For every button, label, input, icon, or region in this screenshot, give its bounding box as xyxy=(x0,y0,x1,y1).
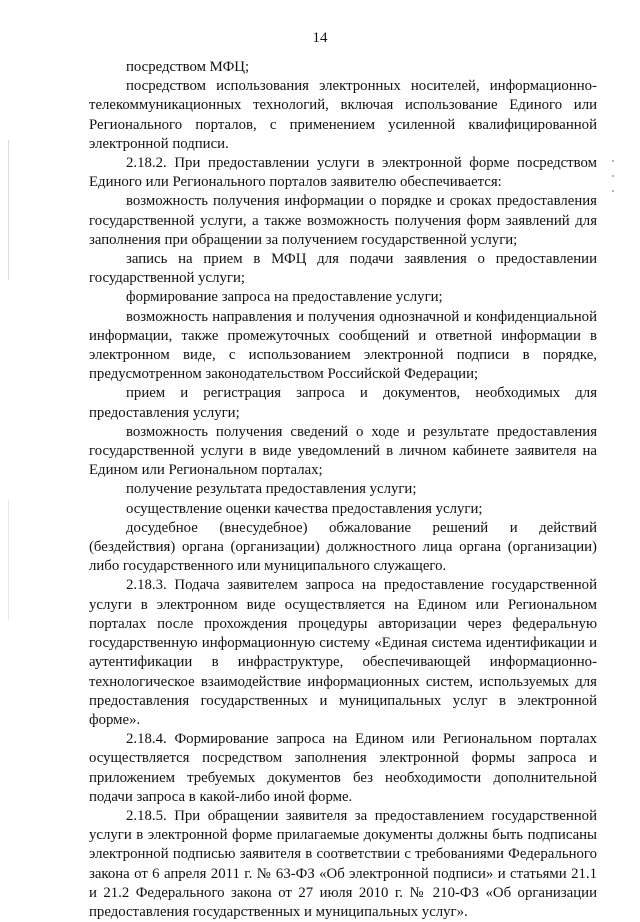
paragraph-2-18-2: 2.18.2. При предоставлении услуги в электронной форме посредством Единого или Регионального порталов заявителю обеспечивается: xyxy=(89,155,597,191)
paragraph-2-18-5: 2.18.5. При обращении заявителя за предоставлением государственной услуги в электронной форме прилагаемые документы должны быть подписаны электронной подписью заявителя в соответствии с требованиями Федерального закона от 6 апреля 2011 г. № 63-ФЗ «Об электронной подписи» и статьями 21.1 и 21.2 Федерального закона от 27 июля 2010 г. № 210-ФЗ «Об организации предоставления государственных и муниципальных услуг». xyxy=(89,807,597,920)
paragraph-appeal: досудебное (внесудебное) обжалование решений и действий (бездействия) органа (организации) должностного лица органа (организации) либо государственного или муниципального служащего. xyxy=(89,519,597,575)
paragraph-confidential-info: возможность направления и получения однозначной и конфиденциальной информации, также промежуточных сообщений и ответной информации в электронном виде, с использованием электронной подписи в порядке, предусмотренном законодательством Российской Федерации; xyxy=(89,308,597,383)
paragraph-info-access: возможность получения информации о порядке и сроках предоставления государственной услуги, а также возможность получения форм заявлений для заполнения при обращении за получением государственной услуги; xyxy=(89,193,597,248)
paragraph-mfc: посредством МФЦ; xyxy=(126,59,250,75)
paragraph-2-18-3: 2.18.3. Подача заявителем запроса на предоставление государственной услуги в электронном виде осуществляется на Едином или Региональном порталах после прохождения процедуры авторизации через федеральную государственную информационную систему «Единая система идентификации и аутентификации в инфраструктуре, обеспечивающей информационно-технологическое взаимодействие информационных систем, используемых для предоставления государственных и муниципальных услуг в электронной форме». xyxy=(89,577,597,728)
right-margin-scan-dot xyxy=(612,175,614,177)
paragraph-request-forming: формирование запроса на предоставление услуги; xyxy=(126,289,443,306)
right-margin-scan-dot xyxy=(612,190,614,192)
paragraph-electronic-media: посредством использования электронных носителей, информационно-телекоммуникационных технологий, включая использование Единого или Регионального порталов, с применением усиленной квалифицированной электронной подписи. xyxy=(89,78,597,152)
paragraph-appointment: запись на прием в МФЦ для подачи заявления о предоставлении государственной услуги; xyxy=(89,251,597,287)
paragraph-registration: прием и регистрация запроса и документов, необходимых для предоставления услуги; xyxy=(89,385,597,421)
left-margin-scan-line xyxy=(8,140,9,280)
paragraph-quality: осуществление оценки качества предоставления услуги; xyxy=(126,500,483,517)
left-margin-scan-line-lower xyxy=(8,500,9,620)
document-body xyxy=(89,58,597,922)
page-number: 14 xyxy=(312,30,328,46)
paragraph-result: получение результата предоставления услуги; xyxy=(126,481,417,498)
paragraph-status-info: возможность получения сведений о ходе и результате предоставления государственной услуги в виде уведомлений в личном кабинете заявителя на Едином или Региональном порталах; xyxy=(89,423,597,479)
right-margin-scan-dot xyxy=(612,160,614,162)
paragraph-2-18-4: 2.18.4. Формирование запроса на Едином или Региональном порталах осуществляется посредством заполнения электронной формы запроса и приложением требуемых документов без необходимости дополнительной подачи запроса в какой-либо иной форме. xyxy=(89,731,597,805)
